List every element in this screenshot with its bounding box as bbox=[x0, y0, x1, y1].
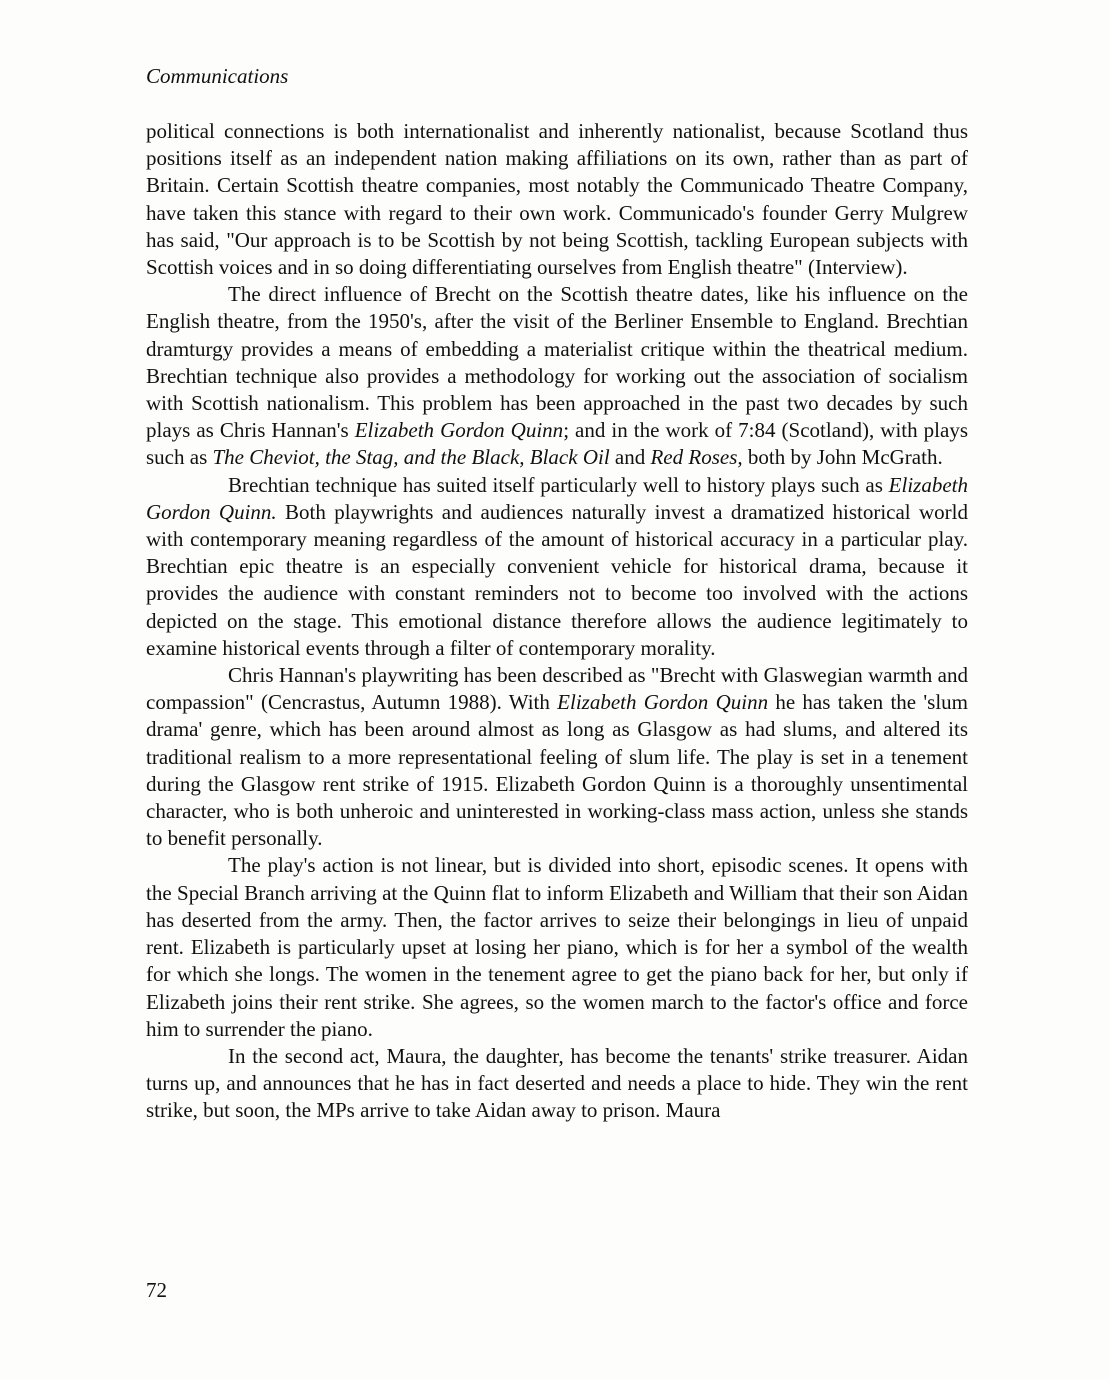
italic-title: Elizabeth Gordon Quinn bbox=[354, 418, 564, 443]
text-run: Brechtian technique has suited itself particularly well to history plays such as bbox=[228, 472, 889, 497]
running-head: Communications bbox=[146, 64, 289, 88]
italic-title: Elizabeth Gordon Quinn. bbox=[146, 472, 968, 524]
text-run: political connections is both internationalist and inherently nationalist, because Scotland thus positions itself as an independent nation making affiliations on its own, rather than as part of Britain. Certain Scottish theatre companies, most notably the Communicado Theatre Company, have taken this stance with regard to their own work. Communicado's founder Gerry Mulgrew has said, "Our approach is to be Scottish by not being Scottish, tackling European subjects with Scottish voices and in so doing differentiating ourselves from English theatre" (Interview). bbox=[146, 119, 968, 280]
text-run: both by John McGrath. bbox=[742, 445, 943, 470]
body-text bbox=[146, 118, 968, 1125]
paragraph bbox=[146, 118, 968, 281]
italic-title: The Cheviot, the Stag, and the Black, Black Oil bbox=[212, 445, 610, 470]
paragraph bbox=[146, 1043, 968, 1125]
text-run: Chris Hannan's playwriting has been described as "Brecht with Glaswegian warmth and compassion" (Cencrastus, Autumn 1988). With bbox=[146, 663, 968, 715]
text-run: The direct influence of Brecht on the Scottish theatre dates, like his influence on the English theatre, from the 1950's, after the visit of the Berliner Ensemble to England. Brechtian dramturgy provides a means of embedding a materialist critique within the theatrical medium. Brechtian technique also provides a methodology for working out the association of socialism with Scottish nationalism. This problem has been approached in the past two decades by such plays as Chris Hannan's bbox=[146, 282, 968, 443]
paragraph bbox=[146, 852, 968, 1042]
paragraph bbox=[146, 472, 968, 662]
text-run: he has taken the 'slum drama' genre, which has been around almost as long as Glasgow as had slums, and altered its traditional realism to a more representational feeling of slum life. The play is set in a tenement during the Glasgow rent strike of 1915. Elizabeth Gordon Quinn is a thoroughly unsentimental character, who is both unheroic and uninterested in working-class mass action, unless she stands to benefit personally. bbox=[146, 690, 968, 851]
text-run: In the second act, Maura, the daughter, has become the tenants' strike treasurer. Aidan turns up, and announces that he has in fact deserted and needs a place to hide. They win the rent strike, but soon, the MPs arrive to take Aidan away to prison. Maura bbox=[146, 1043, 968, 1123]
italic-title: Red Roses, bbox=[650, 445, 743, 470]
italic-title: Elizabeth Gordon Quinn bbox=[557, 690, 769, 715]
text-run: Both playwrights and audiences naturally invest a dramatized historical world with contemporary meaning regardless of the amount of historical accuracy in a particular play. Brechtian epic theatre is an especially convenient vehicle for historical drama, because it provides the audience with constant reminders not to become too involved with the actions depicted on the stage. This emotional distance therefore allows the audience legitimately to examine historical events through a filter of contemporary morality. bbox=[146, 499, 968, 660]
paragraph bbox=[146, 662, 968, 852]
page-number: 72 bbox=[146, 1278, 167, 1302]
text-run: and bbox=[609, 445, 651, 470]
paragraph bbox=[146, 281, 968, 471]
text-run: The play's action is not linear, but is divided into short, episodic scenes. It opens with the Special Branch arriving at the Quinn flat to inform Elizabeth and William that their son Aidan has deserted from the army. Then, the factor arrives to seize their belongings in lieu of unpaid rent. Elizabeth is particularly upset at losing her piano, which is for her a symbol of the wealth for which she longs. The women in the tenement agree to get the piano back for her, but only if Elizabeth joins their rent strike. She agrees, so the women march to the factor's office and force him to surrender the piano. bbox=[146, 853, 968, 1041]
text-run: ; and in the work of 7:84 (Scotland), with plays such as bbox=[146, 418, 968, 470]
